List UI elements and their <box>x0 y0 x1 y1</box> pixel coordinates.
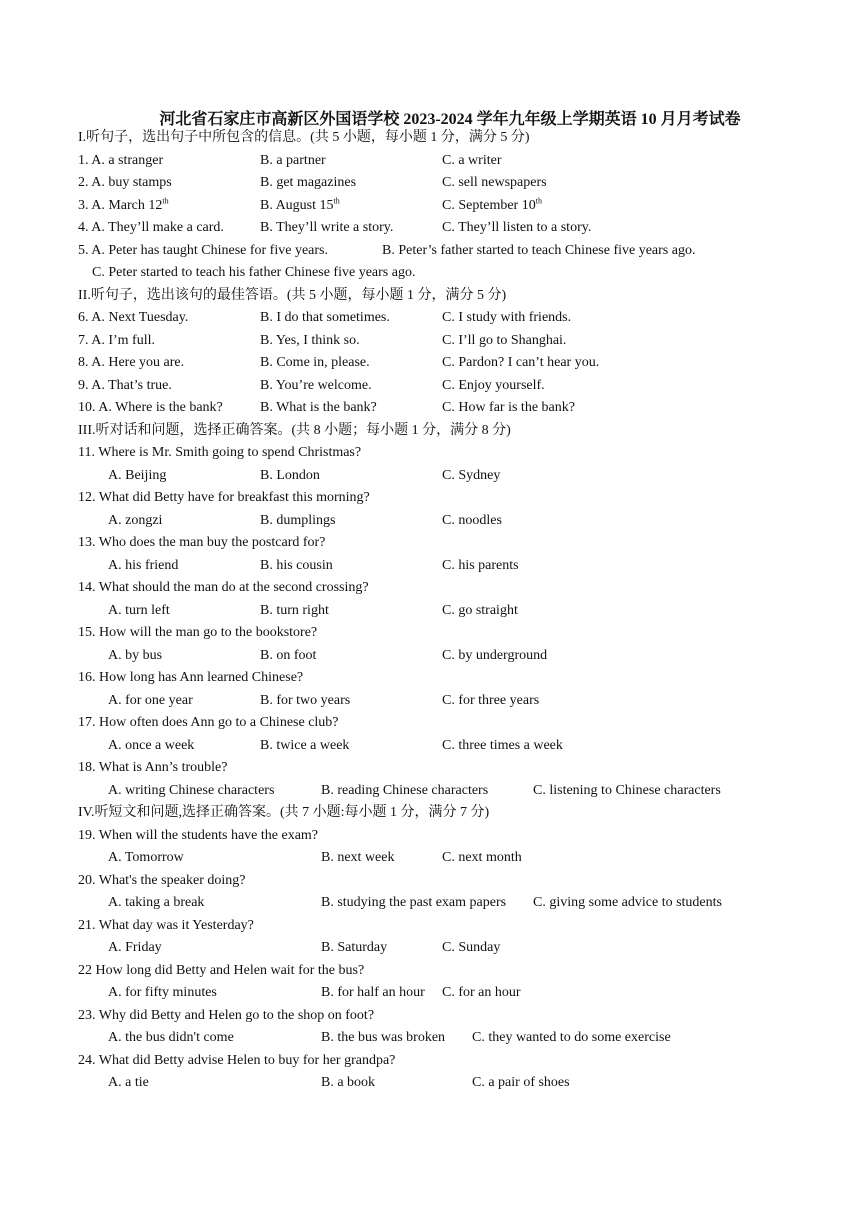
section-heading <box>78 127 778 150</box>
option-c: C. I’ll go to Shanghai. <box>442 332 567 348</box>
question-stem: 12. What did Betty have for breakfast this morning? <box>78 490 370 505</box>
question-9 <box>78 375 778 398</box>
option-b: B. for half an hour <box>321 985 425 1000</box>
question-stem: 16. How long has Ann learned Chinese? <box>78 670 304 685</box>
option-b: B. London <box>260 467 320 483</box>
question-6 <box>78 307 778 330</box>
question-stem: 21. What day was it Yesterday? <box>78 917 254 933</box>
question-24-stem <box>78 1050 778 1073</box>
option-b: B. on foot <box>260 647 317 663</box>
question-4 <box>78 217 778 240</box>
option-a: A. turn left <box>108 602 170 618</box>
option-c: C. three times a week <box>442 737 563 753</box>
section-1-heading: I.听句子，选出句子中所包含的信息。(共 5 小题，每小题 1 分，满分 5 分) <box>78 130 530 145</box>
question-2 <box>78 172 778 195</box>
option-a: A. zongzi <box>108 512 163 528</box>
section-4-heading: IV.听短文和问题,选择正确答案。(共 7 小题:每小题 1 分，满分 7 分) <box>78 805 490 820</box>
option-a: A. for fifty minutes <box>108 985 217 1000</box>
option-c: C. Pardon? I can’t hear you. <box>442 355 600 370</box>
question-17-stem <box>78 712 778 735</box>
option-b: B. reading Chinese characters <box>321 782 489 798</box>
option-c: C. Enjoy yourself. <box>442 377 545 393</box>
question-5 <box>78 240 778 263</box>
option-b: B. the bus was broken <box>321 1030 446 1045</box>
option-c: C. a pair of shoes <box>472 1075 570 1090</box>
question-stem: 17. How often does Ann go to a Chinese club? <box>78 715 339 730</box>
question-14-options <box>78 600 778 623</box>
option-a: A. Friday <box>108 940 162 955</box>
option-c: C. noodles <box>442 512 502 528</box>
question-12-stem <box>78 487 778 510</box>
option-c: C. They’ll listen to a story. <box>442 220 592 235</box>
option-c: C. they wanted to do some exercise <box>472 1030 671 1045</box>
option-a: 4. A. They’ll make a card. <box>78 220 224 235</box>
option-a: 8. A. Here you are. <box>78 355 185 370</box>
ordinal-suffix: th <box>333 195 340 205</box>
question-stem: 23. Why did Betty and Helen go to the shop on foot? <box>78 1007 375 1023</box>
question-stem: 11. Where is Mr. Smith going to spend Christmas? <box>78 445 362 460</box>
option-b <box>260 195 340 218</box>
question-21-options <box>78 937 778 960</box>
option-b: B. a partner <box>260 152 326 168</box>
question-11-options <box>78 465 778 488</box>
section-3-heading: III.听对话和问题，选择正确答案。(共 8 小题；每小题 1 分，满分 8 分) <box>78 422 511 438</box>
exam-content <box>78 127 778 1095</box>
option-c-text: C. September 10 <box>442 197 536 213</box>
section-2-heading: II.听句子，选出该句的最佳答语。(共 5 小题，每小题 1 分，满分 5 分) <box>78 287 507 303</box>
option-a: 10. A. Where is the bank? <box>78 400 223 415</box>
question-13-stem <box>78 532 778 555</box>
option-b: B. for two years <box>260 692 351 708</box>
option-a: A. writing Chinese characters <box>108 782 275 798</box>
ordinal-suffix: th <box>535 195 542 205</box>
section-heading <box>78 420 778 443</box>
option-c: C. I study with friends. <box>442 310 572 325</box>
option-b: B. I do that sometimes. <box>260 310 390 325</box>
question-11-stem <box>78 442 778 465</box>
option-a: A. the bus didn't come <box>108 1030 234 1045</box>
option-a: 5. A. Peter has taught Chinese for five years. <box>78 242 328 258</box>
question-18-stem <box>78 757 778 780</box>
question-22-options <box>78 982 778 1005</box>
option-b: B. Peter’s father started to teach Chinese five years ago. <box>382 242 696 258</box>
option-a: A. once a week <box>108 737 195 753</box>
option-c: C. Sydney <box>442 467 501 483</box>
question-17-options <box>78 735 778 758</box>
option-c: C. for an hour <box>442 985 521 1000</box>
section-heading <box>78 802 778 825</box>
option-c: C. next month <box>442 850 522 865</box>
option-b: B. his cousin <box>260 557 333 573</box>
question-15-stem <box>78 622 778 645</box>
option-b: B. Come in, please. <box>260 355 370 370</box>
option-a: 2. A. buy stamps <box>78 175 172 190</box>
option-c: C. How far is the bank? <box>442 400 575 415</box>
question-20-stem <box>78 870 778 893</box>
option-b-text: B. August 15 <box>260 197 334 213</box>
question-stem: 14. What should the man do at the second crossing? <box>78 580 369 595</box>
option-a: 9. A. That’s true. <box>78 377 172 393</box>
question-19-stem <box>78 825 778 848</box>
option-c: C. giving some advice to students <box>533 895 722 910</box>
question-23-stem <box>78 1005 778 1028</box>
question-24-options <box>78 1072 778 1095</box>
option-b: B. get magazines <box>260 175 357 190</box>
option-b: B. dumplings <box>260 512 336 528</box>
question-14-stem <box>78 577 778 600</box>
question-stem: 15. How will the man go to the bookstore? <box>78 625 318 640</box>
option-b: B. next week <box>321 850 395 865</box>
question-22-stem <box>78 960 778 983</box>
option-b: B. What is the bank? <box>260 400 377 415</box>
option-b: B. studying the past exam papers <box>321 895 507 910</box>
option-a: A. his friend <box>108 557 179 573</box>
question-stem: 24. What did Betty advise Helen to buy for her grandpa? <box>78 1052 396 1068</box>
option-c: C. for three years <box>442 692 540 708</box>
option-a: 1. A. a stranger <box>78 152 164 168</box>
option-c: C. listening to Chinese characters <box>533 782 721 798</box>
question-16-stem <box>78 667 778 690</box>
option-b: B. Saturday <box>321 940 388 955</box>
question-stem: 20. What's the speaker doing? <box>78 872 246 888</box>
option-c <box>442 195 542 218</box>
question-19-options <box>78 847 778 870</box>
option-b: B. They’ll write a story. <box>260 220 394 235</box>
option-a: A. Beijing <box>108 467 167 483</box>
option-c: C. go straight <box>442 602 518 618</box>
question-stem: 13. Who does the man buy the postcard for? <box>78 535 326 550</box>
question-13-options <box>78 555 778 578</box>
option-a: 7. A. I’m full. <box>78 332 155 348</box>
question-16-options <box>78 690 778 713</box>
question-20-options <box>78 892 778 915</box>
option-a: A. a tie <box>108 1075 149 1090</box>
question-1 <box>78 150 778 173</box>
option-c: C. a writer <box>442 152 502 168</box>
ordinal-suffix: th <box>162 195 169 205</box>
option-c: C. his parents <box>442 557 519 573</box>
page-title: 河北省石家庄市高新区外国语学校 2023-2024 学年九年级上学期英语 10 月月考试卷 <box>159 111 741 128</box>
question-stem: 19. When will the students have the exam? <box>78 827 319 843</box>
option-c: C. by underground <box>442 647 548 663</box>
option-b: B. a book <box>321 1075 376 1090</box>
option-b: B. twice a week <box>260 737 350 753</box>
option-c: C. Peter started to teach his father Chinese five years ago. <box>92 265 416 280</box>
option-a <box>78 195 169 218</box>
question-18-options <box>78 780 778 803</box>
question-21-stem <box>78 915 778 938</box>
option-c: C. Sunday <box>442 940 501 955</box>
section-heading <box>78 285 778 308</box>
question-stem: 18. What is Ann’s trouble? <box>78 760 228 775</box>
question-23-options <box>78 1027 778 1050</box>
option-b: B. You’re welcome. <box>260 377 372 393</box>
question-7 <box>78 330 778 353</box>
option-a: 6. A. Next Tuesday. <box>78 310 189 325</box>
option-a: A. by bus <box>108 647 163 663</box>
option-c: C. sell newspapers <box>442 175 547 190</box>
option-a: A. Tomorrow <box>108 850 184 865</box>
question-stem: 22 How long did Betty and Helen wait for the bus? <box>78 962 365 978</box>
question-8 <box>78 352 778 375</box>
option-a: A. taking a break <box>108 895 205 910</box>
option-b: B. Yes, I think so. <box>260 332 360 348</box>
question-10 <box>78 397 778 420</box>
question-3 <box>78 195 778 218</box>
option-a: A. for one year <box>108 692 193 708</box>
option-a-text: 3. A. March 12 <box>78 197 163 213</box>
question-15-options <box>78 645 778 668</box>
question-12-options <box>78 510 778 533</box>
option-b: B. turn right <box>260 602 329 618</box>
question-5-cont <box>78 262 778 285</box>
